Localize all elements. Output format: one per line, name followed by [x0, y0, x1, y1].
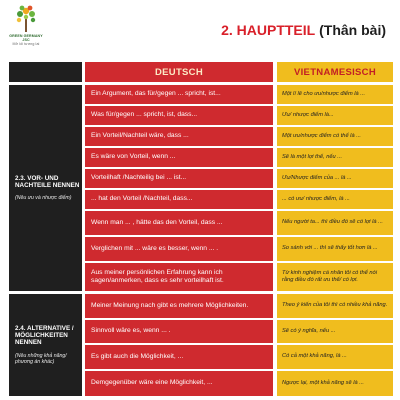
table-row-vi: [277, 127, 393, 146]
vi-phrase: Một lí lẽ cho ưu/nhược điểm là ...: [282, 90, 366, 97]
table-row-vi: [277, 211, 393, 235]
table-row-vi: [277, 190, 393, 209]
table-row-de: [85, 345, 273, 369]
de-phrase: Es wäre von Vorteil, wenn ...: [91, 153, 176, 161]
vi-phrase: Theo ý kiến của tôi thì có nhiều khả năng.: [282, 302, 388, 309]
company-logo: [6, 5, 46, 47]
vi-phrase: Nếu người ta... thì điều đó sẽ có lợi là ...: [282, 219, 383, 226]
de-phrase: ... hat den Vorteil /Nachteil, dass...: [91, 195, 193, 203]
section-note: (Nêu những khả năng/ phương án khác): [15, 352, 67, 365]
vi-phrase: Từ kinh nghiệm cá nhân tôi có thể nói rằng điều đó rất ưu thế/ có lợi.: [282, 269, 377, 283]
de-phrase: Was für/gegen ... spricht, ist, dass...: [91, 111, 198, 119]
header-vietnamesisch: VIETNAMESISCH: [277, 62, 393, 82]
phrase-table: [9, 62, 393, 396]
de-phrase: Verglichen mit ... wäre es besser, wenn ... .: [91, 244, 219, 252]
logo-slogan: Mở lối tương lai: [12, 42, 40, 46]
vi-phrase: Ưu/ nhược điểm là...: [282, 111, 334, 118]
table-row-de: [85, 320, 273, 343]
table-row-de: [85, 237, 273, 261]
logo-company-name: GREEN GERMANY JSC: [9, 34, 43, 42]
vi-phrase: ... có ưu/ nhược điểm, là ...: [282, 195, 350, 202]
table-row-vi: [277, 320, 393, 343]
header-blank-cell: [9, 62, 82, 82]
table-row-vi: [277, 294, 393, 318]
vi-phrase: Ngược lại, một khả năng sẽ là ...: [282, 379, 364, 386]
table-row-vi: [277, 85, 393, 104]
tree-icon: [15, 5, 37, 33]
table-row-vi: [277, 106, 393, 125]
de-phrase: Wenn man ... , hätte das den Vorteil, dass ...: [91, 218, 223, 226]
table-row-de: [85, 127, 273, 146]
header-deutsch: DEUTSCH: [85, 62, 273, 82]
table-row-de: [85, 106, 273, 125]
vi-phrase: Có cả một khả năng, là ...: [282, 353, 347, 360]
section-2-4: [9, 294, 82, 396]
table-row-de: [85, 371, 273, 396]
table-row-vi: [277, 169, 393, 188]
table-row-vi: [277, 345, 393, 369]
vi-phrase: Sẽ có ý nghĩa, nếu ...: [282, 327, 336, 334]
de-phrase: Aus meiner persönlichen Erfahrung kann ich sagen/anmerken, dass es sehr vorteilhaft ist.: [91, 268, 224, 284]
table-row-de: [85, 169, 273, 188]
de-phrase: Demgegenüber wäre eine Möglichkeit, ...: [91, 379, 213, 387]
vi-phrase: So sánh với ... thì sẽ thấy tốt hơn là ...: [282, 245, 378, 252]
de-phrase: Sinnvoll wäre es, wenn ... .: [91, 327, 171, 335]
vi-phrase: Một ưu/nhược điểm có thể là ...: [282, 132, 361, 139]
page-heading: [221, 22, 386, 38]
heading-sub: (Thân bài): [319, 22, 386, 38]
table-row-de: [85, 211, 273, 235]
de-phrase: Es gibt auch die Möglichkeit, ...: [91, 352, 184, 360]
table-row-de: [85, 85, 273, 104]
logo-text: [6, 34, 46, 46]
de-phrase: Ein Vorteil/Nachteil wäre, dass ...: [91, 132, 189, 140]
de-phrase: Meiner Meinung nach gibt es mehrere Möglichkeiten.: [91, 301, 249, 309]
heading-main: 2. HAUPTTEIL: [221, 22, 316, 38]
section-title: 2.3. VOR- UND NACHTEILE NENNEN: [15, 174, 80, 189]
table-row-vi: [277, 237, 393, 261]
table-row-de: [85, 263, 273, 291]
table-row-vi: [277, 371, 393, 396]
vi-phrase: Ưu/Nhược điểm của ... là ...: [282, 174, 352, 181]
table-row-de: [85, 190, 273, 209]
table-row-de: [85, 294, 273, 318]
section-title: 2.4. ALTERNATIVE / MÖGLICHKEITEN NENNEN: [15, 324, 74, 347]
section-note: (Nêu ưu và nhược điểm): [15, 195, 72, 202]
de-phrase: Vorteilhaft /Nachteilig bei ... ist...: [91, 174, 187, 182]
section-2-3: [9, 85, 82, 291]
vi-phrase: Sẽ là một lợi thế, nếu ...: [282, 153, 343, 160]
de-phrase: Ein Argument, das für/gegen ... spricht, ist...: [91, 90, 221, 98]
table-row-de: [85, 148, 273, 167]
table-row-vi: [277, 263, 393, 291]
table-row-vi: [277, 148, 393, 167]
